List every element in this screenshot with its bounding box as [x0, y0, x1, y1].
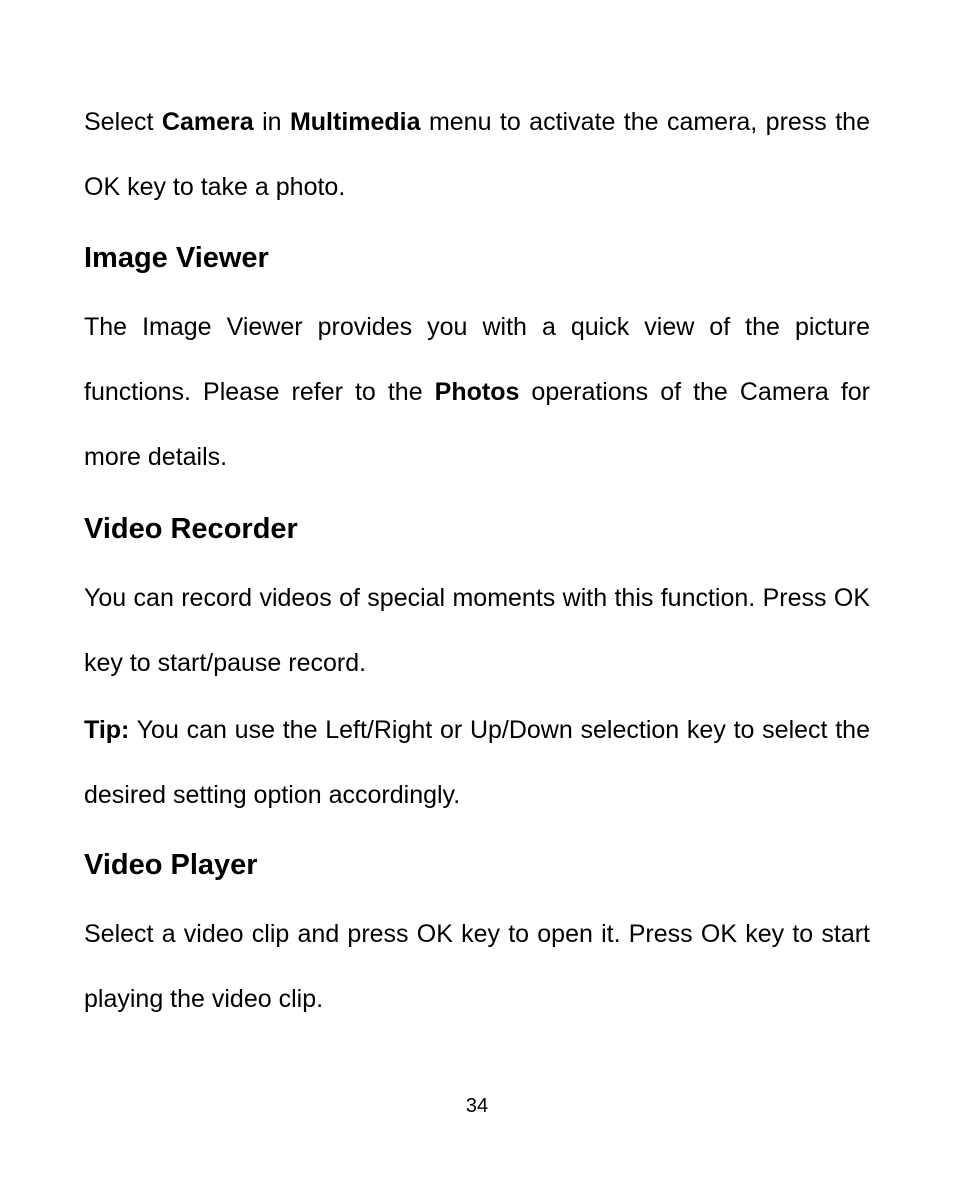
- camera-text-1: Select: [84, 108, 162, 136]
- tip-paragraph: [84, 698, 870, 828]
- image-viewer-text-1: The Image Viewer provides you with a quick view of the picture functions. Please refer to the: [84, 313, 870, 406]
- multimedia-bold-term: Multimedia: [289, 108, 421, 136]
- page-number: 34: [465, 1095, 489, 1117]
- image-viewer-heading: Image Viewer: [84, 242, 269, 274]
- camera-paragraph: [84, 90, 870, 220]
- camera-text-2: in: [253, 108, 290, 136]
- video-player-paragraph: Select a video clip and press OK key to open it. Press OK key to start playing the video clip.: [84, 920, 870, 1013]
- tip-text: You can use the Left/Right or Up/Down selection key to select the desired setting option accordingly.: [84, 716, 870, 809]
- image-viewer-paragraph: [84, 295, 870, 490]
- video-player-heading: Video Player: [84, 849, 258, 881]
- camera-bold-term: Camera: [161, 108, 254, 136]
- photos-bold-term: Photos: [434, 378, 520, 406]
- tip-label: Tip:: [84, 716, 130, 744]
- image-viewer-text-2: operations of the Camera for more details.: [84, 378, 871, 471]
- video-recorder-paragraph: You can record videos of special moments with this function. Press OK key to start/pause record.: [84, 584, 870, 677]
- camera-text-3: menu to activate the camera, press the OK key to take a photo.: [84, 108, 870, 201]
- video-recorder-heading: Video Recorder: [84, 513, 298, 545]
